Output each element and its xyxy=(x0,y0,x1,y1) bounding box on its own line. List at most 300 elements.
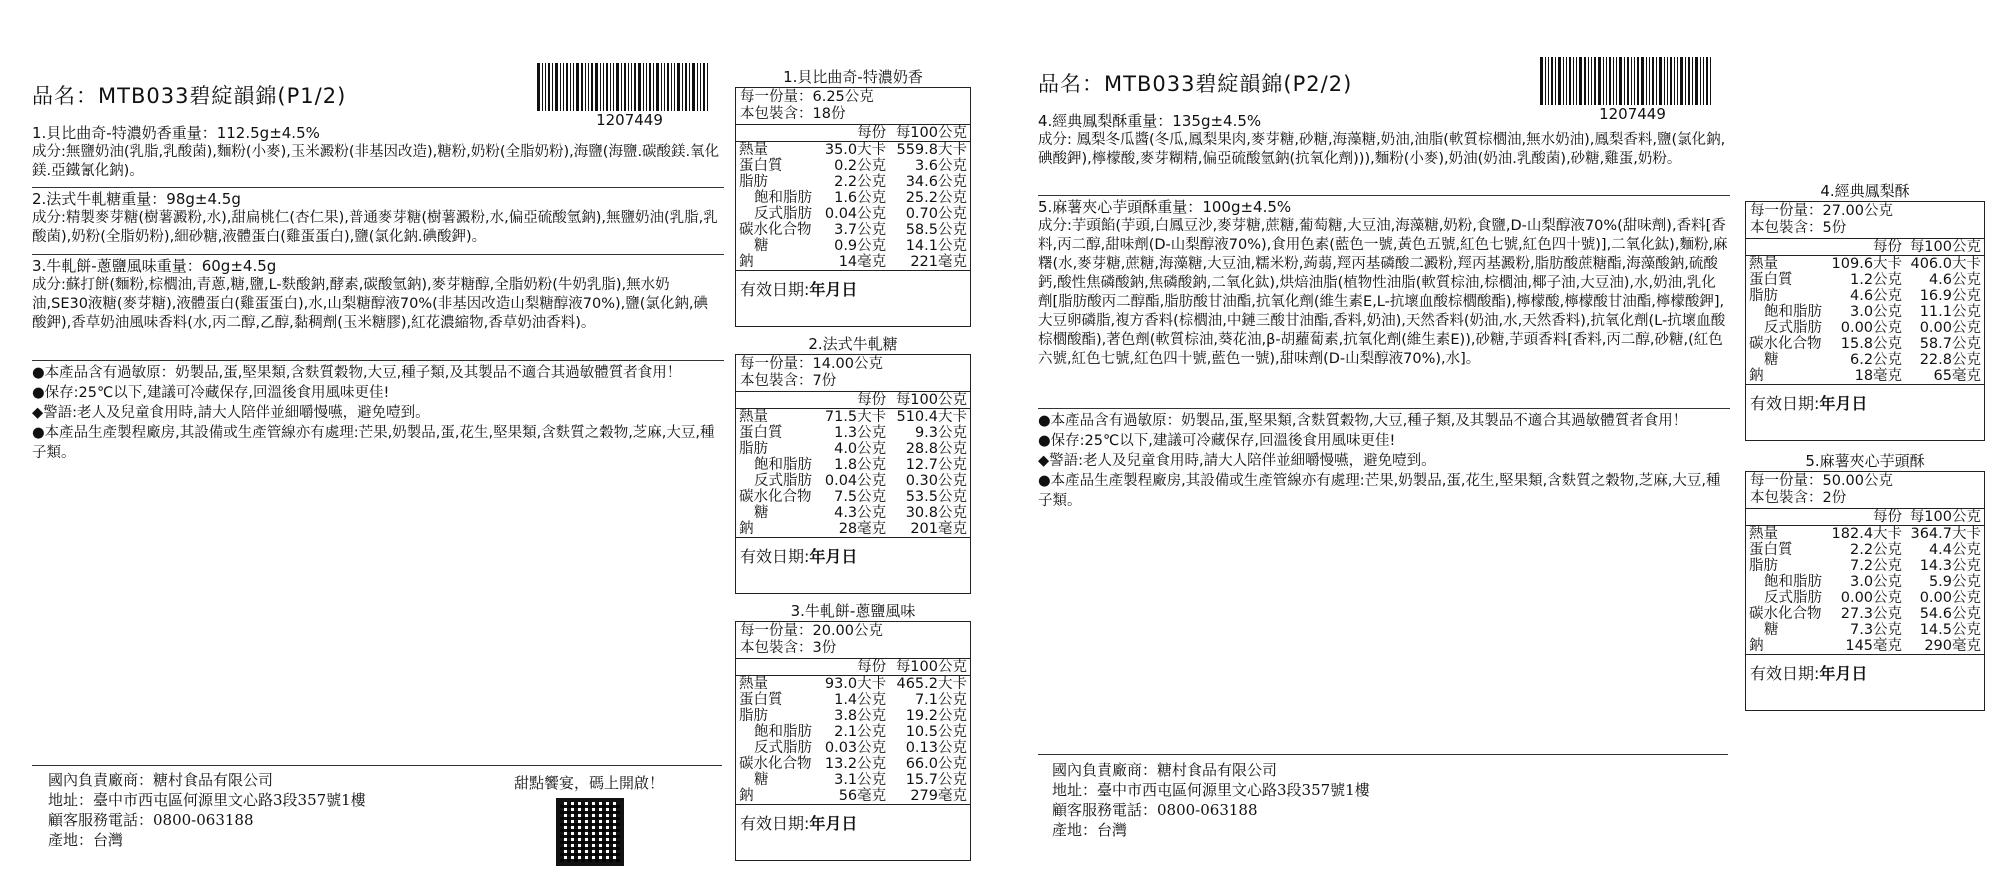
nutrient-name: 反式脂肪 xyxy=(754,206,812,222)
divider xyxy=(32,360,724,361)
barcode-image xyxy=(1540,57,1725,105)
per-serving-value: 3.0公克 xyxy=(1849,574,1903,590)
product-section-2 xyxy=(32,190,722,247)
per-serving-value: 3.8公克 xyxy=(834,708,887,724)
col-per-serving: 每份 xyxy=(819,125,889,142)
per-serving-value: 1.6公克 xyxy=(834,190,887,206)
nutrition-panel-1 xyxy=(735,66,971,327)
per-100g-value: 290毫克 xyxy=(1924,638,1981,654)
per-serving-value: 4.3公克 xyxy=(834,505,887,521)
per-serving-value: 0.00公克 xyxy=(1840,320,1903,336)
nutrient-name: 鈉 xyxy=(739,254,754,270)
serving-label: 每一份量： xyxy=(1750,473,1823,489)
per-100g-value: 3.6公克 xyxy=(914,158,967,174)
nutrient-name: 蛋白質 xyxy=(739,425,783,441)
footer-info xyxy=(1052,760,1370,840)
allergen-note: ●本產品含有過敏原：奶製品,蛋,堅果類,含麩質穀物,大豆,種子類,及其製品不適合其過敏體質者食用！ xyxy=(32,365,682,381)
footer-divider xyxy=(1038,754,1728,755)
per-serving-value: 14毫克 xyxy=(838,254,887,270)
per-serving-value: 27.3公克 xyxy=(1840,606,1903,622)
per-serving-value: 3.7公克 xyxy=(834,222,887,238)
per-serving-value: 3.0公克 xyxy=(1849,304,1903,320)
per-package-label: 本包裝含： xyxy=(740,640,813,656)
per-100g-value: 221毫克 xyxy=(910,254,967,270)
per-100g-value: 53.5公克 xyxy=(905,489,967,505)
per-100g-value: 0.13公克 xyxy=(905,740,967,756)
per-package-value: 3份 xyxy=(812,640,837,656)
qr-code-icon[interactable] xyxy=(556,798,624,866)
per-100g-value: 66.0公克 xyxy=(905,756,967,772)
per-100g-value: 54.6公克 xyxy=(1919,606,1981,622)
nutrition-row xyxy=(736,254,970,270)
page1-title: 品名：MTB033碧綻韻錦(P1/2) xyxy=(32,84,347,108)
nutrient-name: 飽和脂肪 xyxy=(754,457,812,473)
barcode-number: 1207449 xyxy=(1599,105,1666,123)
nutrition-row xyxy=(736,708,970,724)
nutrient-name: 飽和脂肪 xyxy=(754,190,812,206)
col-per-serving: 每份 xyxy=(819,659,889,676)
nutrition-row xyxy=(1746,606,1984,622)
per-serving-value: 182.4大卡 xyxy=(1831,526,1903,542)
per-serving-value: 7.5公克 xyxy=(834,489,887,505)
per-serving-value: 0.2公克 xyxy=(834,158,887,174)
per-serving-value: 2.2公克 xyxy=(1849,542,1903,558)
nutrient-name: 熱量 xyxy=(739,409,768,425)
nutrition-row xyxy=(736,724,970,740)
col-per-100g: 每100公克 xyxy=(889,125,970,142)
nutrition-row xyxy=(736,409,970,426)
per-100g-value: 7.1公克 xyxy=(914,692,967,708)
serving-value: 14.00公克 xyxy=(812,356,884,372)
nutrition-panel-3 xyxy=(735,600,971,861)
nutrition-row xyxy=(1746,272,1984,288)
per-serving-value: 28毫克 xyxy=(838,521,887,537)
nutrient-name: 脂肪 xyxy=(739,708,768,724)
per-100g-value: 9.3公克 xyxy=(914,425,967,441)
nutrient-name: 脂肪 xyxy=(1749,288,1778,304)
origin: 產地：台灣 xyxy=(48,831,124,849)
nutrition-row xyxy=(1746,368,1984,384)
nutrient-name: 熱量 xyxy=(739,676,768,692)
divider xyxy=(32,254,724,255)
per-100g-value: 34.6公克 xyxy=(905,174,967,190)
per-serving-value: 2.2公克 xyxy=(834,174,887,190)
col-per-100g: 每100公克 xyxy=(1905,239,1984,256)
phone: 顧客服務電話：0800-063188 xyxy=(48,811,254,829)
per-serving-value: 0.9公克 xyxy=(834,238,887,254)
per-package-value: 2份 xyxy=(1822,490,1847,506)
manufacturer: 國內負責廠商：糖村食品有限公司 xyxy=(1052,761,1278,779)
serving-size xyxy=(740,623,966,640)
nutrition-row xyxy=(1746,590,1984,606)
per-package-value: 5份 xyxy=(1822,220,1847,236)
per-100g-value: 0.30公克 xyxy=(905,473,967,489)
nutrition-row xyxy=(1746,320,1984,336)
nutrient-name: 熱量 xyxy=(1749,256,1778,272)
nutrition-row xyxy=(736,238,970,254)
divider xyxy=(1038,408,1730,409)
barcode-image xyxy=(537,63,722,111)
expiry-label: 有效日期: xyxy=(1750,394,1820,413)
panel-title: 3.牛軋餅-蔥鹽風味 xyxy=(790,602,916,620)
per-serving-value: 0.03公克 xyxy=(824,740,887,756)
nutrition-row xyxy=(736,756,970,772)
serving-value: 6.25公克 xyxy=(812,89,874,105)
nutrition-grid xyxy=(736,125,970,270)
per-100g-value: 14.1公克 xyxy=(905,238,967,254)
per-100g-value: 11.1公克 xyxy=(1919,304,1981,320)
nutrition-row xyxy=(736,740,970,756)
nutrition-row xyxy=(1746,288,1984,304)
nutrient-name: 熱量 xyxy=(1749,526,1778,542)
nutrition-row xyxy=(1746,304,1984,320)
per-100g-value: 4.4公克 xyxy=(1928,542,1981,558)
per-serving-value: 4.6公克 xyxy=(1849,288,1903,304)
nutrient-name: 鈉 xyxy=(1749,368,1764,384)
nutrition-row xyxy=(736,521,970,537)
per-serving-value: 0.00公克 xyxy=(1840,590,1903,606)
serving-value: 27.00公克 xyxy=(1822,203,1894,219)
blank-space xyxy=(1746,690,1984,710)
per-100g-value: 12.7公克 xyxy=(905,457,967,473)
per-package-value: 7份 xyxy=(812,373,837,389)
footer-divider xyxy=(32,765,722,766)
notes-block xyxy=(1038,411,1728,511)
panel-title: 2.法式牛軋糖 xyxy=(808,335,898,353)
per-serving-value: 56毫克 xyxy=(838,788,887,804)
divider xyxy=(1038,195,1730,196)
nutrition-panel-2 xyxy=(735,333,971,594)
per-100g-value: 5.9公克 xyxy=(1928,574,1981,590)
product-section-5 xyxy=(1038,198,1728,369)
nutrition-panel-4 xyxy=(1745,180,1985,441)
storage-note: ●保存:25℃以下,建議可冷藏保存,回溫後食用風味更佳! xyxy=(1038,433,1396,449)
section-heading: 5.麻薯夾心芋頭酥重量：100g±4.5% xyxy=(1038,198,1292,216)
col-per-100g: 每100公克 xyxy=(889,659,970,676)
nutrition-row xyxy=(736,190,970,206)
nutrient-name: 糖 xyxy=(754,505,769,521)
serving-label: 每一份量： xyxy=(740,623,813,639)
product-section-4 xyxy=(1038,112,1728,169)
per-serving-value: 145毫克 xyxy=(1845,638,1903,654)
per-100g-value: 25.2公克 xyxy=(905,190,967,206)
per-100g-value: 28.8公克 xyxy=(905,441,967,457)
per-100g-value: 201毫克 xyxy=(910,521,967,537)
notes-block xyxy=(32,363,722,463)
expiry-date xyxy=(736,537,970,573)
expiry-value: 年月日 xyxy=(809,547,858,566)
section-heading: 4.經典鳳梨酥重量：135g±4.5% xyxy=(1038,112,1262,130)
expiry-date xyxy=(736,804,970,840)
panel-meta xyxy=(736,622,970,659)
per-100g-value: 22.8公克 xyxy=(1919,352,1981,368)
nutrient-name: 熱量 xyxy=(739,142,768,158)
servings-per-package xyxy=(1750,490,1980,507)
panel-meta xyxy=(1746,202,1984,239)
nutrient-name: 脂肪 xyxy=(739,174,768,190)
section-heading: 2.法式牛軋糖重量：98g±4.5g xyxy=(32,190,241,208)
per-serving-value: 0.04公克 xyxy=(824,206,887,222)
nutrient-name: 鈉 xyxy=(739,788,754,804)
per-package-label: 本包裝含： xyxy=(1750,490,1823,506)
nutrition-row xyxy=(736,457,970,473)
facility-note: ●本產品生產製程廠房,其設備或生產管線亦有處理:芒果,奶製品,蛋,花生,堅果類,含麩質之穀物,芝麻,大豆,種子類。 xyxy=(1038,473,1721,509)
nutrient-name: 脂肪 xyxy=(1749,558,1778,574)
nutrient-name: 飽和脂肪 xyxy=(1764,304,1822,320)
nutrient-name: 飽和脂肪 xyxy=(754,724,812,740)
col-per-serving: 每份 xyxy=(819,392,889,409)
per-serving-value: 3.1公克 xyxy=(834,772,887,788)
product-section-1 xyxy=(32,124,722,181)
blank-space xyxy=(1746,420,1984,440)
per-serving-value: 0.04公克 xyxy=(824,473,887,489)
nutrient-name: 鈉 xyxy=(739,521,754,537)
blank-space xyxy=(736,306,970,326)
section-ingredients: 成分: 鳳梨冬瓜醬(冬瓜,鳳梨果肉,麥芽糖,砂糖,海藻糖,奶油,油脂(軟質棕櫚油,無水奶油),鳳梨香料,鹽(氯化鈉,碘酸鉀),檸檬酸,麥芽糊精,偏亞硫酸氫鈉(抗氧化劑))),麵粉(小麥),奶油(奶油.乳酸菌),砂糖,雞蛋,奶粉。 xyxy=(1038,132,1726,167)
nutrition-row xyxy=(736,222,970,238)
nutrition-row xyxy=(736,425,970,441)
footer-info xyxy=(48,770,366,850)
serving-value: 20.00公克 xyxy=(812,623,884,639)
nutrition-row xyxy=(736,174,970,190)
per-100g-value: 406.0大卡 xyxy=(1910,256,1981,272)
nutrition-grid xyxy=(736,659,970,804)
nutrition-table xyxy=(735,621,971,861)
per-serving-value: 18毫克 xyxy=(1854,368,1903,384)
expiry-date xyxy=(1746,654,1984,690)
divider xyxy=(32,187,724,188)
per-serving-value: 71.5大卡 xyxy=(824,409,887,425)
servings-per-package xyxy=(740,373,966,390)
nutrient-name: 飽和脂肪 xyxy=(1764,574,1822,590)
nutrient-name: 糖 xyxy=(754,238,769,254)
nutrient-name: 糖 xyxy=(754,772,769,788)
per-100g-value: 58.5公克 xyxy=(905,222,967,238)
per-100g-value: 0.00公克 xyxy=(1919,320,1981,336)
nutrition-row xyxy=(1746,574,1984,590)
nutrition-row xyxy=(1746,352,1984,368)
nutrition-table xyxy=(735,87,971,327)
per-100g-value: 65毫克 xyxy=(1933,368,1981,384)
per-100g-value: 510.4大卡 xyxy=(896,409,967,425)
nutrient-name: 脂肪 xyxy=(739,441,768,457)
nutrient-name: 蛋白質 xyxy=(739,692,783,708)
nutrition-row xyxy=(736,158,970,174)
servings-per-package xyxy=(1750,220,1980,237)
per-100g-value: 16.9公克 xyxy=(1919,288,1981,304)
origin: 產地：台灣 xyxy=(1052,821,1128,839)
nutrient-name: 蛋白質 xyxy=(739,158,783,174)
per-100g-value: 465.2大卡 xyxy=(896,676,967,692)
expiry-value: 年月日 xyxy=(1819,664,1868,683)
product-section-3 xyxy=(32,257,722,333)
serving-value: 50.00公克 xyxy=(1822,473,1894,489)
column-header-row xyxy=(1746,239,1984,256)
panel-meta xyxy=(1746,472,1984,509)
per-100g-value: 58.7公克 xyxy=(1919,336,1981,352)
section-ingredients: 成分:精製麥芽糖(樹薯澱粉,水),甜扁桃仁(杏仁果),普通麥芽糖(樹薯澱粉,水,偏亞硫酸氫鈉),無鹽奶油(乳脂,乳酸菌),奶粉(全脂奶粉),細砂糖,液體蛋白(雞蛋蛋白),鹽(氯化鈉.碘酸鉀)。 xyxy=(32,210,718,245)
panel-meta xyxy=(736,355,970,392)
section-ingredients: 成分:蘇打餅(麵粉,棕櫚油,青蔥,糖,鹽,L-麩酸鈉,酵素,碳酸氫鈉),麥芽糖醇,全脂奶粉(牛奶乳脂),無水奶油,SE30液糖(麥芽糖),液體蛋白(雞蛋蛋白),水,山梨糖醇液70%(非基因改造山梨糖醇液70%),鹽(氯化鈉,碘酸鉀),香草奶油風味香料(水,丙二醇,乙醇,黏稠劑(玉米糖膠),紅花濃縮物,香草奶油香料)。 xyxy=(32,277,709,331)
manufacturer: 國內負責廠商：糖村食品有限公司 xyxy=(48,771,274,789)
serving-size xyxy=(1750,473,1980,490)
serving-size xyxy=(1750,203,1980,220)
column-header-row xyxy=(736,125,970,142)
per-package-value: 18份 xyxy=(812,106,846,122)
storage-note: ●保存:25℃以下,建議可冷藏保存,回溫後食用風味更佳! xyxy=(32,385,390,401)
section-ingredients: 成分:芋頭餡(芋頭,白鳳豆沙,麥芽糖,蔗糖,葡萄糖,大豆油,海藻糖,奶粉,食鹽,D-山梨醇液70%(甜味劑),香料[香料,丙二醇,甜味劑(D-山梨醇液70%),食用色素(藍色一號,黃色五號,紅色七號,紅色四十號)],二氧化鈦),麵粉,麻糬(水,麥芽糖,蔗糖,海藻糖,大豆油,糯米粉,蒟蒻,羥丙基磷酸二澱粉,羥丙基澱粉,脂肪酸蔗糖酯,海藻酸鈉,硫酸鈣,酸性焦磷酸鈉,焦磷酸鈉,二氧化鈦),烘焙油脂(植物性油脂(軟質棕油,棕櫚油,椰子油,大豆油),水,奶油,乳化劑[脂肪酸丙二醇酯,脂肪酸甘油酯,抗氧化劑(維生素E,L-抗壞血酸棕櫚酸酯),檸檬酸,檸檬酸甘油酯,檸檬酸鉀],大豆卵磷脂,複方香料(棕櫚油,中鏈三酸甘油酯,香料,奶油),天然香料(奶油,水,天然香料),抗氧化劑(L-抗壞血酸棕櫚酸酯),著色劑(軟質棕油,葵花油,β-胡蘿蔔素,抗氧化劑(維生素E)),砂糖,芋頭香料[香料,丙二醇,砂糖,(紅色六號,紅色七號,紅色四十號,藍色一號),甜味劑(D-山梨醇液70%),水]。 xyxy=(1038,218,1728,367)
address: 地址：臺中市西屯區何源里文心路3段357號1樓 xyxy=(1052,781,1370,799)
nutrient-name: 蛋白質 xyxy=(1749,542,1793,558)
nutrition-panel-5 xyxy=(1745,450,1985,711)
expiry-label: 有效日期: xyxy=(740,280,810,299)
col-per-serving: 每份 xyxy=(1827,509,1905,526)
panel-title: 4.經典鳳梨酥 xyxy=(1820,182,1910,200)
nutrient-name: 碳水化合物 xyxy=(1749,606,1822,622)
per-100g-value: 4.6公克 xyxy=(1928,272,1981,288)
page2-title: 品名：MTB033碧綻韻錦(P2/2) xyxy=(1038,72,1353,96)
per-100g-value: 15.7公克 xyxy=(905,772,967,788)
per-100g-value: 0.00公克 xyxy=(1919,590,1981,606)
expiry-value: 年月日 xyxy=(809,814,858,833)
nutrient-name: 碳水化合物 xyxy=(739,222,812,238)
blank-space xyxy=(736,573,970,593)
col-per-100g: 每100公克 xyxy=(889,392,970,409)
per-serving-value: 15.8公克 xyxy=(1840,336,1903,352)
nutrition-grid xyxy=(736,392,970,537)
per-serving-value: 1.8公克 xyxy=(834,457,887,473)
per-serving-value: 7.2公克 xyxy=(1849,558,1903,574)
nutrient-name: 反式脂肪 xyxy=(754,473,812,489)
panel-title: 5.麻薯夾心芋頭酥 xyxy=(1805,452,1925,470)
nutrient-name: 糖 xyxy=(1764,622,1779,638)
per-serving-value: 2.1公克 xyxy=(834,724,887,740)
nutrient-name: 反式脂肪 xyxy=(1764,320,1822,336)
per-package-label: 本包裝含： xyxy=(740,106,813,122)
nutrition-row xyxy=(736,505,970,521)
expiry-value: 年月日 xyxy=(1819,394,1868,413)
per-100g-value: 14.5公克 xyxy=(1919,622,1981,638)
section-heading: 1.貝比曲奇-特濃奶香重量：112.5g±4.5% xyxy=(32,124,320,142)
per-serving-value: 1.2公克 xyxy=(1849,272,1903,288)
allergen-note: ●本產品含有過敏原：奶製品,蛋,堅果類,含麩質穀物,大豆,種子類,及其製品不適合其過敏體質者食用！ xyxy=(1038,413,1688,429)
nutrition-row xyxy=(736,473,970,489)
panel-meta xyxy=(736,88,970,125)
per-serving-value: 1.3公克 xyxy=(834,425,887,441)
serving-label: 每一份量： xyxy=(1750,203,1823,219)
per-serving-value: 6.2公克 xyxy=(1849,352,1903,368)
column-header-row xyxy=(736,659,970,676)
serving-label: 每一份量： xyxy=(740,356,813,372)
nutrition-row xyxy=(1746,558,1984,574)
qr-caption: 甜點饗宴，碼上開啟！ xyxy=(514,774,665,792)
per-serving-value: 7.3公克 xyxy=(1849,622,1903,638)
nutrition-row xyxy=(1746,256,1984,273)
nutrient-name: 反式脂肪 xyxy=(754,740,812,756)
nutrition-row xyxy=(736,788,970,804)
expiry-label: 有效日期: xyxy=(740,814,810,833)
panel-title: 1.貝比曲奇-特濃奶香 xyxy=(783,68,923,86)
per-package-label: 本包裝含： xyxy=(1750,220,1823,236)
nutrient-name: 糖 xyxy=(1764,352,1779,368)
col-per-100g: 每100公克 xyxy=(1905,509,1984,526)
nutrition-row xyxy=(1746,526,1984,543)
nutrient-name: 反式脂肪 xyxy=(1764,590,1822,606)
section-ingredients: 成分:無鹽奶油(乳脂,乳酸菌),麵粉(小麥),玉米澱粉(非基因改造),糖粉,奶粉(全脂奶粉),海鹽(海鹽.碳酸鎂.氧化鎂.亞鐵氰化鈉)。 xyxy=(32,144,720,179)
address: 地址：臺中市西屯區何源里文心路3段357號1樓 xyxy=(48,791,366,809)
nutrition-row xyxy=(736,206,970,222)
nutrition-row xyxy=(1746,542,1984,558)
per-100g-value: 559.8大卡 xyxy=(896,142,967,158)
nutrition-row xyxy=(1746,336,1984,352)
per-serving-value: 109.6大卡 xyxy=(1831,256,1903,272)
barcode-number: 1207449 xyxy=(596,111,663,129)
nutrition-row xyxy=(736,692,970,708)
nutrition-row xyxy=(736,142,970,159)
column-header-row xyxy=(1746,509,1984,526)
per-100g-value: 279毫克 xyxy=(910,788,967,804)
nutrition-row xyxy=(736,772,970,788)
per-100g-value: 19.2公克 xyxy=(905,708,967,724)
warning-note: ◆警語:老人及兒童食用時,請大人陪伴並細嚼慢嚥，避免噎到。 xyxy=(32,405,430,421)
page1-barcode xyxy=(537,63,722,129)
expiry-date xyxy=(1746,384,1984,420)
nutrient-name: 蛋白質 xyxy=(1749,272,1793,288)
per-100g-value: 30.8公克 xyxy=(905,505,967,521)
nutrient-name: 鈉 xyxy=(1749,638,1764,654)
nutrition-row xyxy=(1746,622,1984,638)
per-100g-value: 10.5公克 xyxy=(905,724,967,740)
facility-note: ●本產品生產製程廠房,其設備或生產管線亦有處理:芒果,奶製品,蛋,花生,堅果類,含麩質之穀物,芝麻,大豆,種子類。 xyxy=(32,425,715,461)
per-100g-value: 0.70公克 xyxy=(905,206,967,222)
per-serving-value: 1.4公克 xyxy=(834,692,887,708)
expiry-value: 年月日 xyxy=(809,280,858,299)
per-serving-value: 35.0大卡 xyxy=(824,142,887,158)
warning-note: ◆警語:老人及兒童食用時,請大人陪伴並細嚼慢嚥，避免噎到。 xyxy=(1038,453,1436,469)
per-serving-value: 13.2公克 xyxy=(824,756,887,772)
nutrition-row xyxy=(736,676,970,693)
nutrient-name: 碳水化合物 xyxy=(739,489,812,505)
serving-size xyxy=(740,356,966,373)
per-serving-value: 4.0公克 xyxy=(834,441,887,457)
nutrition-row xyxy=(1746,638,1984,654)
expiry-label: 有效日期: xyxy=(740,547,810,566)
column-header-row xyxy=(736,392,970,409)
nutrition-grid xyxy=(1746,239,1984,384)
nutrition-table xyxy=(1745,471,1985,711)
nutrient-name: 碳水化合物 xyxy=(1749,336,1822,352)
per-serving-value: 93.0大卡 xyxy=(824,676,887,692)
nutrition-row xyxy=(736,489,970,505)
nutrition-table xyxy=(735,354,971,594)
servings-per-package xyxy=(740,106,966,123)
section-heading: 3.牛軋餅-蔥鹽風味重量：60g±4.5g xyxy=(32,257,277,275)
nutrition-grid xyxy=(1746,509,1984,654)
servings-per-package xyxy=(740,640,966,657)
per-100g-value: 364.7大卡 xyxy=(1910,526,1981,542)
expiry-label: 有效日期: xyxy=(1750,664,1820,683)
blank-space xyxy=(736,840,970,860)
phone: 顧客服務電話：0800-063188 xyxy=(1052,801,1258,819)
per-package-label: 本包裝含： xyxy=(740,373,813,389)
serving-label: 每一份量： xyxy=(740,89,813,105)
serving-size xyxy=(740,89,966,106)
col-per-serving: 每份 xyxy=(1827,239,1905,256)
nutrition-row xyxy=(736,441,970,457)
per-100g-value: 14.3公克 xyxy=(1919,558,1981,574)
nutrient-name: 碳水化合物 xyxy=(739,756,812,772)
nutrition-table xyxy=(1745,201,1985,441)
